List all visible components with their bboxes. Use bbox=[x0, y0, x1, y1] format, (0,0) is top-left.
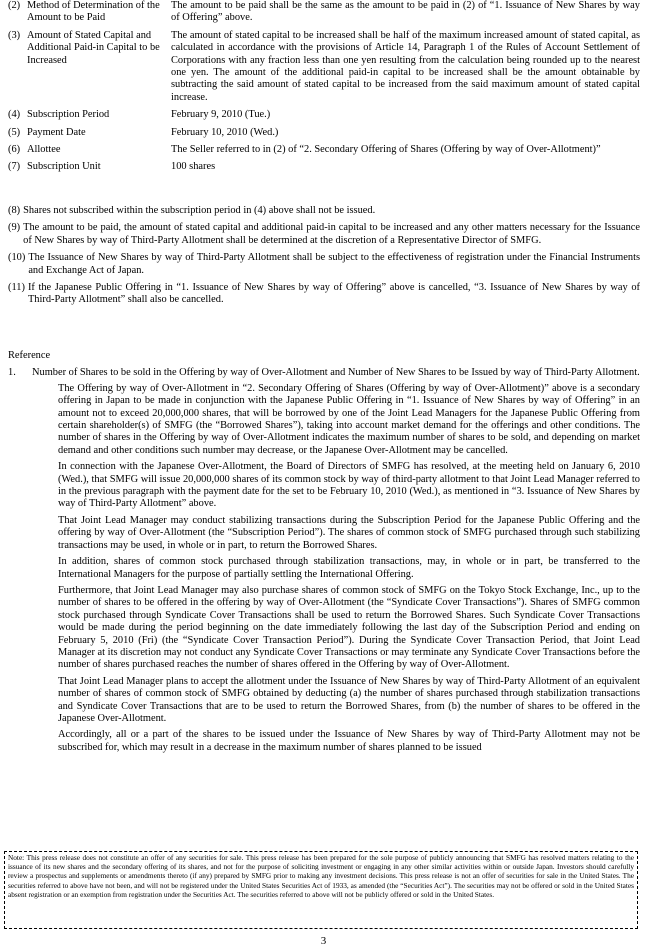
list-item bbox=[8, 252, 640, 277]
terms-table bbox=[8, 0, 640, 179]
item-text: Shares not subscribed within the subscription period in (4) above shall not be issued. bbox=[23, 205, 376, 216]
item-number: (11) bbox=[8, 282, 25, 294]
row-value: 100 shares bbox=[171, 161, 216, 173]
row-number: (4) bbox=[8, 109, 21, 121]
item-number: (9) bbox=[8, 222, 21, 234]
paragraph: In addition, shares of common stock purchased through stabilization transactions, may, in whole or in part, be transferred to the International Managers for the purpose of partially settling the International Offering. bbox=[58, 556, 640, 580]
row-value: The amount of stated capital to be increased shall be half of the maximum increased amount of stated capital, as calculated in accordance with the provisions of Article 14, Paragraph 1 of the Rules of Account Settlement of Corporations with any fraction less than one yen resulting from the calculation being rounded up to the nearest one yen. The amount of the additional paid-in capital to be increased shall be the amount obtainable by subtracting the said amount of stated capital to be increased from the said maximum amount of stated capital increase. bbox=[171, 29, 640, 103]
list-item bbox=[8, 205, 640, 217]
paragraph: The Offering by way of Over-Allotment in “2. Secondary Offering of Shares (Offering by way of Over-Allotment)” above is a secondary offering in Japan to be made in conjunction with the Japanese Public Offering in “1. Issuance of New Shares by way of Offering” in an amount not to exceed 20,000,000 shares, that will be borrowed by one of the Joint Lead Managers for the Japanese Public Offering from certain shareholder(s) of SMFG (the “Borrowed Shares”), taking into account market demand for the offerings and other conditions. The number of shares in the Offering by way of Over-Allotment indicates the maximum number of shares to be sold, and depending on market demand and other conditions such number may decrease, or the Japanese Over-Allotment may be cancelled. bbox=[58, 382, 640, 456]
numbered-items bbox=[8, 205, 640, 312]
table-row bbox=[8, 127, 640, 139]
paragraph: Furthermore, that Joint Lead Manager may also purchase shares of common stock of SMFG on the Tokyo Stock Exchange, Inc., up to the number of shares to be offered in the offering by way of Over-Allotment (the “Syndicate Cover Transactions”). Shares of SMFG common stock purchased through Syndicate Cover Transactions shall be used to return the Borrowed Shares. Such Syndicate Cover Transactions would be made during the period beginning on the date immediately following the last day of the Subscription Period and ending on February 5, 2010 (Fri) (the “Syndicate Cover Transaction Period”). During the Syndicate Cover Transaction Period, that Joint Lead Manager at its discretion may not conduct any Syndicate Cover Transactions or may terminate any Syndicate Cover Transactions before the number of shares purchased reaches the number of shares offered in the Offering by way of Over-Allotment. bbox=[58, 584, 640, 671]
item-number: (10) bbox=[8, 252, 26, 264]
row-value: February 9, 2010 (Tue.) bbox=[171, 109, 271, 121]
row-label: Subscription Period bbox=[27, 109, 110, 121]
row-label: Subscription Unit bbox=[27, 161, 101, 173]
reference-item-number: 1. bbox=[8, 367, 16, 379]
paragraph: In connection with the Japanese Over-Allotment, the Board of Directors of SMFG has resolved, at the meeting held on January 6, 2010 (Wed.), that SMFG will issue 20,000,000 shares of its common stock by way of third-party allotment to that Joint Lead Manager referred to in the previous paragraph with the payment date for the set to be February 10, 2010 (Wed.), as mentioned in “3. Issuance of New Shares by way of Third-Party Allotment” above. bbox=[58, 461, 640, 510]
row-value: February 10, 2010 (Wed.) bbox=[171, 126, 279, 138]
reference-item bbox=[8, 367, 640, 379]
row-number: (5) bbox=[8, 126, 21, 138]
row-value: The Seller referred to in (2) of “2. Secondary Offering of Shares (Offering by way of Over-Allotment)” bbox=[171, 144, 601, 156]
row-number: (2) bbox=[8, 0, 21, 11]
row-label: Method of Determination of the Amount to be Paid bbox=[27, 0, 160, 24]
row-number: (7) bbox=[8, 161, 21, 173]
reference-heading: Reference bbox=[8, 350, 51, 361]
paragraph: That Joint Lead Manager plans to accept the allotment under the Issuance of New Shares by way of Third-Party Allotment of an equivalent number of shares of common stock of SMFG obtained by deducting (a) the number of shares purchased through stabilization transactions and Syndicate Cover Transactions that are to be used to return the Borrowed Shares, from (b) the number of shares to be offered in the Japanese Over-Allotment. bbox=[58, 675, 640, 724]
paragraph: That Joint Lead Manager may conduct stabilizing transactions during the Subscription Period for the Japanese Public Offering and the offering by way of Over-Allotment (the “Subscription Period”). The shares of common stock of SMFG purchased through such stabilizing transactions may be used, in whole or in part, to return the Borrowed Shares. bbox=[58, 514, 640, 551]
list-item bbox=[8, 222, 640, 247]
row-label: Allottee bbox=[27, 144, 61, 156]
row-number: (6) bbox=[8, 144, 21, 156]
reference-section bbox=[8, 350, 640, 758]
table-row bbox=[8, 30, 640, 104]
reference-item-title: Number of Shares to be sold in the Offering by way of Over-Allotment and Number of New Shares to be Issued by way of Third-Party Allotment. bbox=[32, 367, 640, 379]
item-text: If the Japanese Public Offering in “1. Issuance of New Shares by way of Offering” above is cancelled, “3. Issuance of New Shares by way of Third-Party Allotment” shall also be cancelled. bbox=[27, 282, 640, 306]
item-text: The Issuance of New Shares by way of Third-Party Allotment shall be subject to the effectiveness of registration under the Financial Instruments and Exchange Act of Japan. bbox=[28, 252, 640, 276]
table-row bbox=[8, 144, 640, 156]
table-row bbox=[8, 109, 640, 121]
reference-paragraphs bbox=[58, 383, 640, 754]
row-label: Payment Date bbox=[27, 126, 86, 138]
row-value: The amount to be paid shall be the same as the amount to be paid in (2) of “1. Issuance of New Shares by way of Offering” above. bbox=[171, 0, 640, 24]
page-number: 3 bbox=[320, 935, 327, 947]
item-text: The amount to be paid, the amount of stated capital and additional paid-in capital to be increased and any other matters necessary for the Issuance of New Shares by way of Third-Party Allotment shall be determined at the discretion of a Representative Director of SMFG. bbox=[23, 222, 640, 246]
table-row bbox=[8, 161, 640, 173]
list-item bbox=[8, 282, 640, 307]
disclaimer-note: Note: This press release does not constitute an offer of any securities for sale. This press release has been prepared for the sole purpose of publicly announcing that SMFG has resolved matters relating to the issuance of its new shares and the secondary offering of its shares, and not for the purpose of soliciting investment or engaging in any other similar activities within or outside Japan. Investors should carefully review a prospectus and supplements or amendments thereto (if any) prepared by SMFG prior to making any investment decisions. This press release is not an offer of securities for sale in the United States. The securities referred to above have not been, and will not be registered under the United States Securities Act of 1933, as amended (the “Securities Act”). The securities may not be offered or sold in the United States absent registration or an exemption from registration under the Securities Act. The securities referred to above will not be publicly offered or sold in the United States. bbox=[4, 851, 638, 929]
item-number: (8) bbox=[8, 205, 21, 216]
paragraph: Accordingly, all or a part of the shares to be issued under the Issuance of New Shares by way of Third-Party Allotment may not be subscribed for, which may result in a decrease in the maximum number of shares planned to be issued bbox=[58, 729, 640, 753]
row-label: Amount of Stated Capital and Additional Paid-in Capital to be Increased bbox=[27, 29, 160, 66]
table-row bbox=[8, 0, 640, 25]
row-number: (3) bbox=[8, 29, 21, 41]
